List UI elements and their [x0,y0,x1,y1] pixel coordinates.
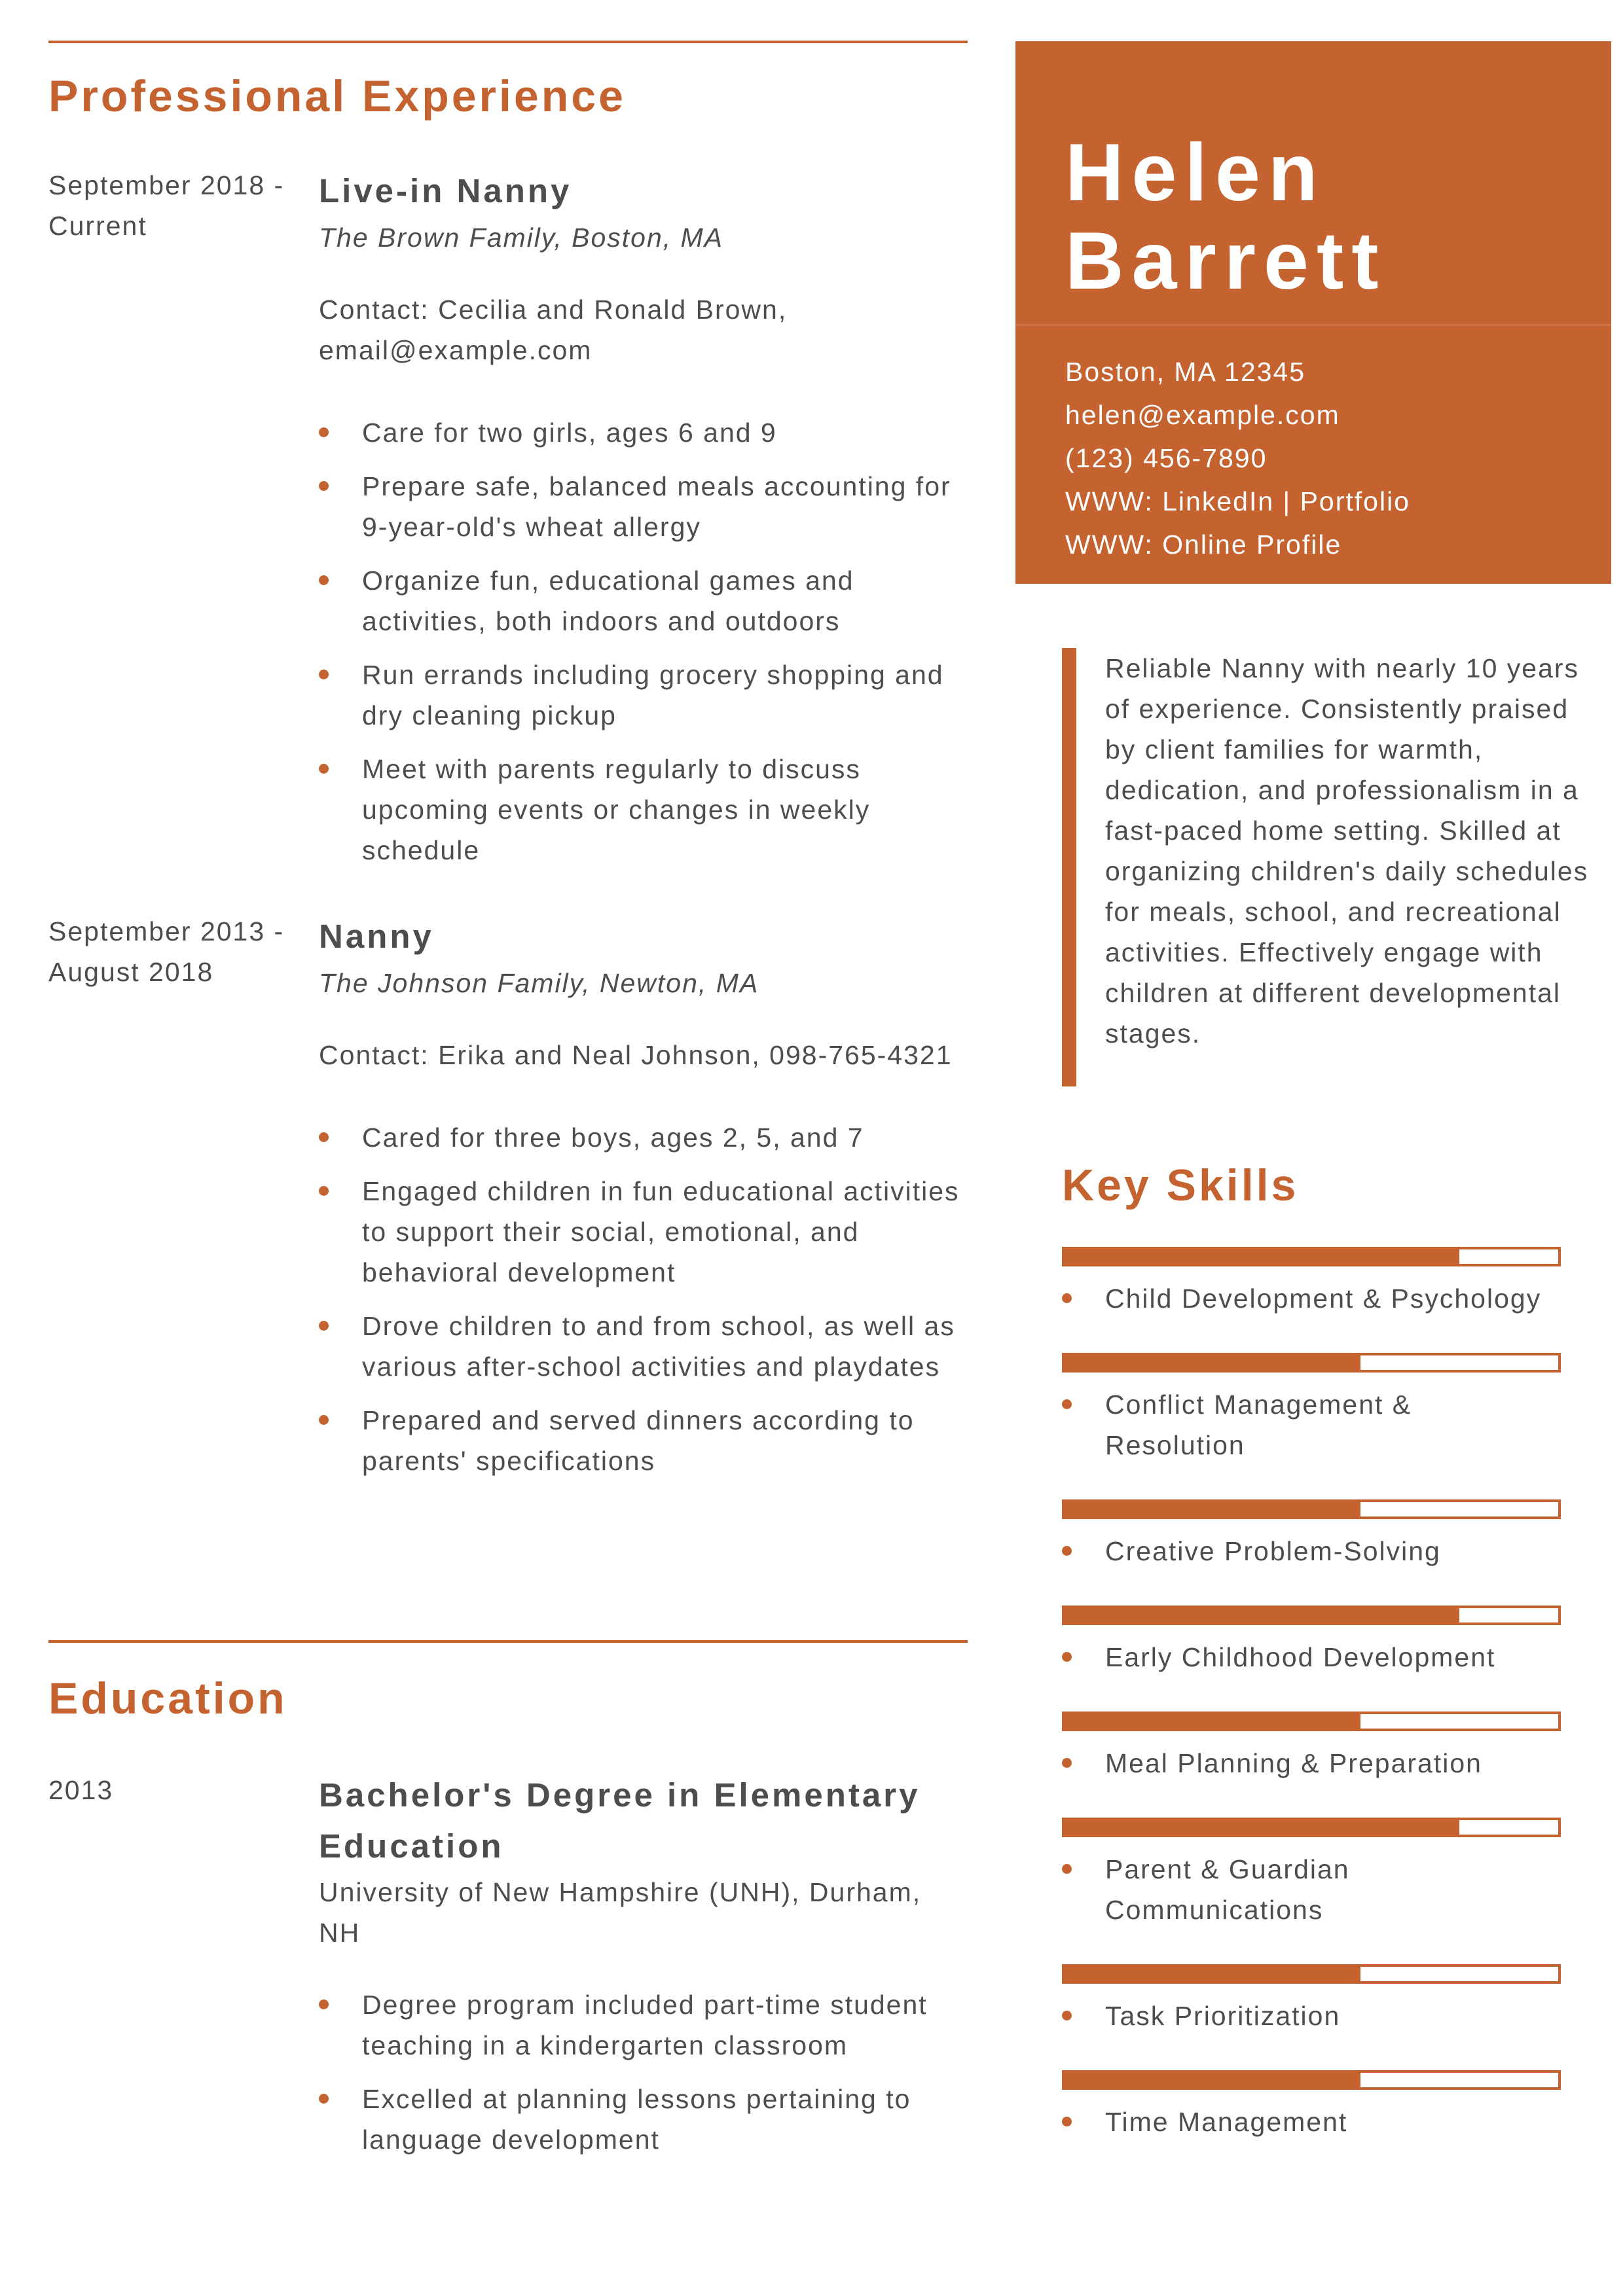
skill-item [1062,1712,1559,1784]
list-item: Organize fun, educational games and activities, both indoors and outdoors [319,560,967,641]
experience-section-title: Professional Experience [48,71,626,121]
bullet-dot-icon [319,1132,329,1142]
bullet-dot-icon [319,427,329,437]
education-bullets [319,1984,967,2160]
education-date: 2013 [48,1775,114,1805]
list-item: Care for two girls, ages 6 and 9 [319,412,967,453]
experience-top-rule [48,41,968,43]
bullet-dot-icon [319,2000,329,2009]
skill-label: Task Prioritization [1062,1996,1559,2036]
skill-level-fill [1065,1967,1360,1981]
job-1-contact: Contact: Cecilia and Ronald Brown, email@example.com [319,295,788,365]
skill-label: Early Childhood Development [1062,1637,1559,1677]
contact-phone: (123) 456-7890 [1065,443,1267,473]
skill-label: Parent & Guardian Communications [1062,1849,1446,1930]
skill-level-bar [1062,1247,1561,1266]
education-section-title: Education [48,1674,287,1723]
skill-item [1062,1499,1559,1571]
candidate-name [1065,129,1602,306]
bullet-dot-icon [1062,2117,1072,2126]
bullet-dot-icon [319,1321,329,1331]
job-2 [319,914,967,1494]
skill-level-fill [1065,1714,1360,1729]
bullet-dot-icon [1062,1293,1072,1303]
skill-label: Time Management [1062,2102,1559,2142]
job-1 [319,169,967,884]
education-school: University of New Hampshire (UNH), Durham, NH [319,1877,922,1948]
skill-level-fill [1065,1608,1459,1623]
list-item: Degree program included part-time student teaching in a kindergarten classroom [319,1984,967,2066]
bullet-dot-icon [319,1415,329,1425]
skill-level-bar [1062,2070,1561,2090]
skill-level-bar [1062,1499,1561,1519]
name-header-box [1015,41,1611,584]
list-item: Run errands including grocery shopping and dry cleaning pickup [319,655,967,736]
skill-level-fill [1065,1355,1360,1370]
last-name: Barrett [1065,216,1387,306]
bullet-dot-icon [319,2094,329,2104]
education-top-rule [48,1640,968,1643]
skill-level-fill [1065,1502,1360,1516]
skill-level-fill [1065,2073,1360,2087]
skill-level-bar [1062,1964,1561,1984]
bullet-dot-icon [319,764,329,774]
skill-item [1062,1605,1559,1677]
skill-item [1062,1818,1559,1930]
job-1-employer: The Brown Family, Boston, MA [319,223,724,253]
job-2-employer: The Johnson Family, Newton, MA [319,968,759,998]
header-divider [1015,324,1611,326]
bullet-dot-icon [1062,1546,1072,1556]
bullet-dot-icon [1062,1758,1072,1768]
skill-item [1062,2070,1559,2142]
skill-label: Child Development & Psychology [1062,1278,1559,1319]
skill-label: Conflict Management & Resolution [1062,1384,1498,1465]
skills-section-title: Key Skills [1062,1160,1299,1210]
job-1-bullets [319,412,967,870]
skill-level-bar [1062,1818,1561,1837]
education-degree: Bachelor's Degree in Elementary Education [319,1776,921,1865]
bullet-dot-icon [1062,1864,1072,1874]
list-item: Engaged children in fun educational activities to support their social, emotional, and behavioral development [319,1171,967,1293]
contact-location: Boston, MA 12345 [1065,357,1306,387]
list-item: Prepared and served dinners according to parents' specifications [319,1400,967,1481]
contact-email[interactable]: helen@example.com [1065,400,1340,430]
skill-item [1062,1247,1559,1319]
skill-level-fill [1065,1249,1459,1264]
first-name: Helen [1065,128,1326,218]
list-item: Excelled at planning lessons pertaining to language development [319,2079,967,2160]
skill-label: Creative Problem-Solving [1062,1531,1559,1571]
job-2-bullets [319,1117,967,1481]
bullet-dot-icon [1062,1652,1072,1662]
contact-online-profile[interactable]: WWW: Online Profile [1065,529,1342,560]
bullet-dot-icon [1062,1399,1072,1409]
education-entry [319,1774,967,2173]
job-2-title: Nanny [319,918,434,955]
skill-item [1062,1353,1559,1465]
skills-list [1062,1247,1559,2176]
bullet-dot-icon [1062,2011,1072,2020]
job-1-date: September 2018 - Current [48,170,285,241]
contact-web-links[interactable]: WWW: LinkedIn | Portfolio [1065,486,1410,516]
list-item: Cared for three boys, ages 2, 5, and 7 [319,1117,967,1158]
skill-label: Meal Planning & Preparation [1062,1743,1559,1784]
summary-accent-bar [1062,648,1076,1086]
skill-item [1062,1964,1559,2036]
skill-level-bar [1062,1712,1561,1731]
bullet-dot-icon [319,670,329,679]
contact-info [1065,350,1410,566]
skill-level-bar [1062,1605,1561,1625]
bullet-dot-icon [319,1186,329,1196]
list-item: Prepare safe, balanced meals accounting for 9-year-old's wheat allergy [319,466,967,547]
skill-level-fill [1065,1820,1459,1835]
job-1-title: Live-in Nanny [319,172,572,209]
list-item: Meet with parents regularly to discuss upcoming events or changes in weekly schedule [319,749,967,870]
job-2-contact: Contact: Erika and Neal Johnson, 098-765-4321 [319,1040,953,1070]
list-item: Drove children to and from school, as well as various after-school activities and playdates [319,1306,967,1387]
bullet-dot-icon [319,575,329,585]
skill-level-bar [1062,1353,1561,1372]
job-2-date: September 2013 - August 2018 [48,916,285,987]
summary-text: Reliable Nanny with nearly 10 years of experience. Consistently praised by client families for warmth, dedication, and professionalism in a fast-paced home setting. Skilled at organizing children's daily schedules for meals, school, and recreational activities. Effectively engage with children at different developmental stages. [1105,653,1589,1049]
bullet-dot-icon [319,481,329,491]
